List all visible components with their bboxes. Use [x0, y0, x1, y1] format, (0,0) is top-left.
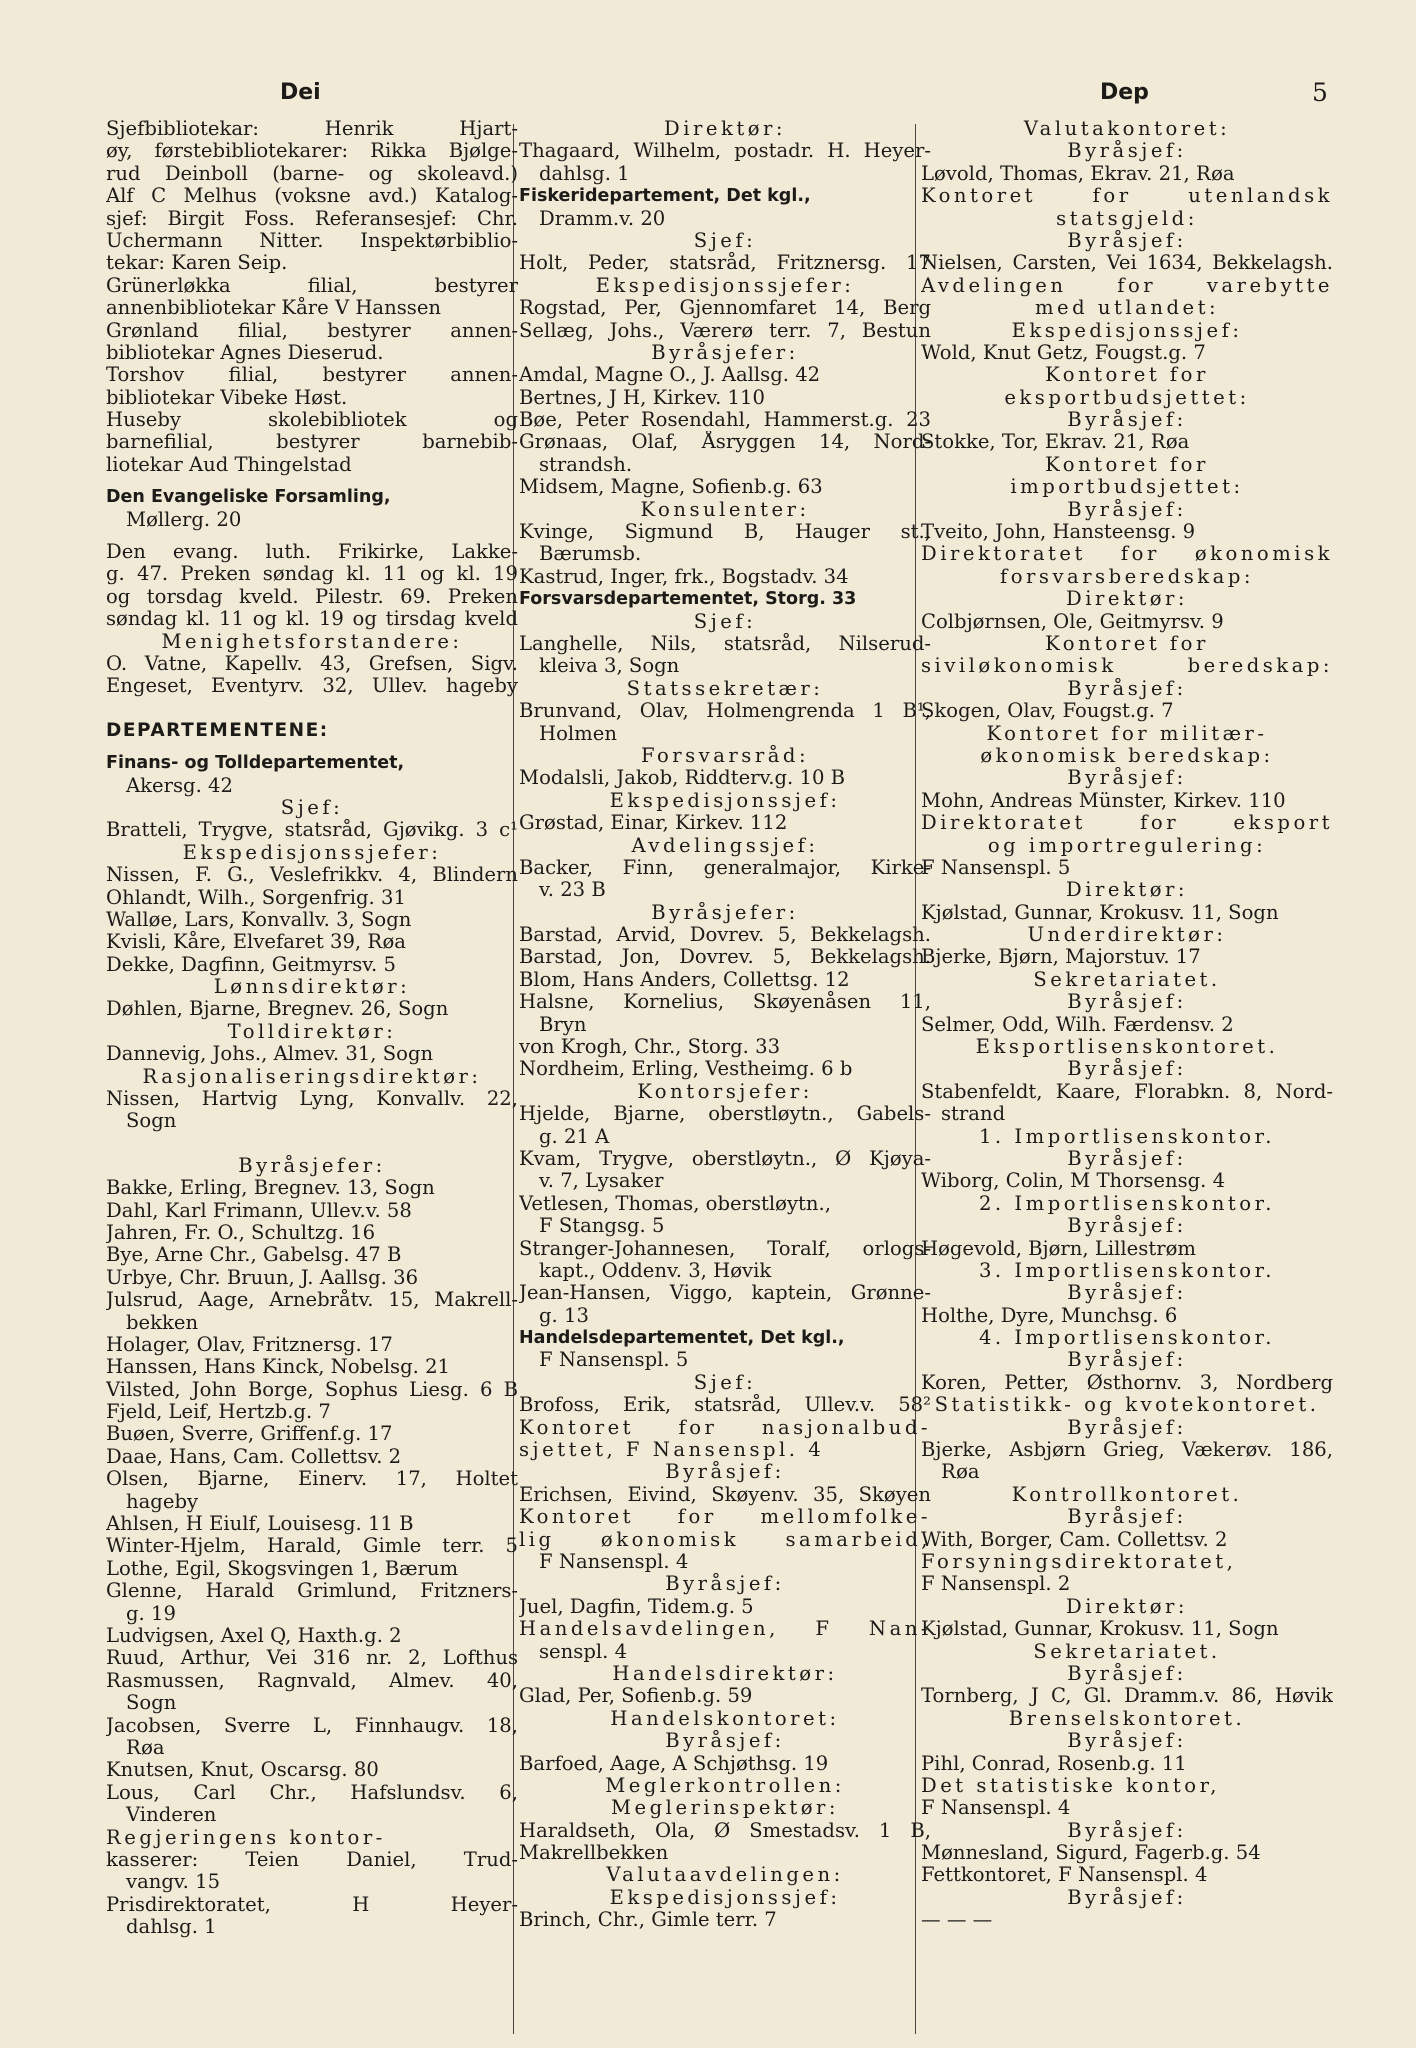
role-label: Ekspedisjonssjefer:	[182, 841, 442, 864]
directory-line: Amdal, Magne O., J. Aallsg. 42	[519, 364, 821, 387]
directory-line: Pihl, Conrad, Rosenb.g. 11	[921, 1752, 1187, 1775]
role-label: Kontoret for militær-	[986, 722, 1268, 745]
directory-line: Ahlsen, H Eiulf, Louisesg. 11 B	[106, 1513, 414, 1536]
role-label: Forsvarsråd:	[640, 744, 810, 767]
directory-line: strand	[941, 1103, 1006, 1126]
directory-line: Barstad, Jon, Dovrev. 5, Bekkelagsh.	[519, 946, 931, 969]
directory-line: Bakke, Erling, Bregnev. 13, Sogn	[106, 1177, 435, 1200]
directory-line: Stabenfeldt, Kaare, Florabkn. 8, Nord-	[921, 1080, 1333, 1103]
directory-line: Bratteli, Trygve, statsråd, Gjøvikg. 3 c¹	[106, 819, 518, 842]
directory-line: Blom, Hans Anders, Collettsg. 12	[519, 968, 850, 991]
directory-line: Mohn, Andreas Münster, Kirkev. 110	[921, 789, 1286, 812]
directory-line: Daae, Hans, Cam. Collettsv. 2	[106, 1445, 402, 1468]
directory-line: Grønland filial, bestyrer annen-	[106, 319, 518, 342]
directory-line: Haraldseth, Ola, Ø Smestadsv. 1 B,	[519, 1819, 931, 1842]
directory-line: Lous, Carl Chr., Hafslundsv. 6,	[106, 1781, 518, 1804]
directory-line: Kvam, Trygve, oberstløytn., Ø Kjøya-	[519, 1147, 931, 1170]
directory-line: g. 47. Preken søndag kl. 11 og kl. 19	[106, 563, 518, 586]
directory-line: bekken	[126, 1311, 199, 1334]
role-label: Byråsjef:	[1067, 1730, 1187, 1753]
directory-line: Skogen, Olav, Fougst.g. 7	[921, 700, 1174, 723]
directory-line: Vinderen	[126, 1804, 217, 1827]
directory-line: Bærumsb.	[539, 543, 642, 566]
directory-line: von Krogh, Chr., Storg. 33	[519, 1036, 781, 1059]
role-label: Direktør:	[1066, 588, 1188, 611]
role-label: Rasjonaliseringsdirektør:	[142, 1065, 482, 1088]
role-label: Kontoret for	[1045, 364, 1209, 387]
role-label: Byråsjefer:	[238, 1154, 386, 1177]
directory-line: Vetlesen, Thomas, oberstløytn.,	[519, 1192, 831, 1215]
role-label: Byråsjef:	[1067, 140, 1187, 163]
role-label: Kontorsjefer:	[637, 1080, 813, 1103]
directory-line: Winter-Hjelm, Harald, Gimle terr. 5	[106, 1535, 518, 1558]
directory-line: Kjølstad, Gunnar, Krokusv. 11, Sogn	[921, 901, 1279, 924]
role-label: Meglerinspektør:	[610, 1797, 840, 1820]
directory-line: Brunvand, Olav, Holmengrenda 1 B¹,	[519, 700, 931, 723]
directory-line: Glad, Per, Sofienb.g. 59	[519, 1685, 753, 1708]
directory-line: Stokke, Tor, Ekrav. 21, Røa	[921, 431, 1190, 454]
role-label: Handelsdirektør:	[612, 1662, 838, 1685]
directory-line: Nissen, Hartvig Lyng, Konvallv. 22,	[106, 1088, 518, 1111]
directory-line: bibliotekar Vibeke Høst.	[106, 386, 348, 409]
directory-line: Backer, Finn, generalmajor, Kirke-	[519, 856, 931, 879]
directory-line: Fjeld, Leif, Hertzb.g. 7	[106, 1401, 331, 1424]
role-label: Byråsjef:	[1067, 409, 1187, 432]
directory-line: Hjelde, Bjarne, oberstløytn., Gabels-	[519, 1103, 931, 1126]
role-label: Byråsjefer:	[651, 901, 799, 924]
entry-heading: Forsvarsdepartementet, Storg. 33	[519, 589, 857, 610]
directory-line: dahlsg. 1	[126, 1916, 217, 1939]
directory-line: Rasmussen, Ragnvald, Almev. 40,	[106, 1669, 518, 1692]
directory-line: Sjefbibliotekar: Henrik Hjart-	[106, 118, 518, 140]
directory-line: Julsrud, Aage, Arnebråtv. 15, Makrell-	[106, 1289, 518, 1312]
role-label: Sjef:	[693, 229, 757, 252]
role-label: 3. Importlisenskontor.	[978, 1259, 1276, 1282]
directory-line: søndag kl. 11 og kl. 19 og tirsdag kveld	[106, 608, 518, 631]
directory-line: Den evang. luth. Frikirke, Lakke-	[106, 541, 518, 564]
directory-line: Modalsli, Jakob, Riddterv.g. 10 B	[519, 767, 846, 790]
directory-line: Jean-Hansen, Viggo, kaptein, Grønne-	[519, 1282, 931, 1305]
directory-line: Kastrud, Inger, frk., Bogstadv. 34	[519, 565, 849, 588]
role-label: Byråsjef:	[1067, 1282, 1187, 1305]
role-label: Brenselskontoret.	[1008, 1707, 1246, 1730]
role-label: Sjef:	[693, 610, 757, 633]
role-label: Menighetsforstandere:	[161, 630, 463, 653]
directory-line: Ruud, Arthur, Vei 316 nr. 2, Lofthus	[106, 1647, 518, 1670]
role-label: Tolldirektør:	[227, 1020, 397, 1043]
directory-line: Stranger-Johannesen, Toralf, orlogs-	[519, 1237, 931, 1260]
directory-line: Colbjørnsen, Ole, Geitmyrsv. 9	[921, 610, 1224, 633]
directory-line: Lothe, Egil, Skogsvingen 1, Bærum	[106, 1557, 459, 1580]
directory-line: Wold, Knut Getz, Fougst.g. 7	[921, 341, 1206, 364]
role-label: forsvarsberedskap:	[999, 565, 1255, 588]
role-label: Byråsjef:	[1067, 1662, 1187, 1685]
directory-line: Erichsen, Eivind, Skøyenv. 35, Skøyen	[519, 1483, 931, 1506]
entry-heading: Handelsdepartementet, Det kgl.,	[519, 1328, 845, 1349]
directory-line: Sogn	[126, 1692, 177, 1715]
directory-line: g. 19	[126, 1602, 176, 1625]
directory-line: Røa	[126, 1736, 165, 1759]
directory-line: Dahl, Karl Frimann, Ullev.v. 58	[106, 1199, 412, 1222]
role-label: Direktør:	[664, 118, 786, 140]
directory-line: vangv. 15	[126, 1871, 221, 1894]
directory-line: Høgevold, Bjørn, Lillestrøm	[921, 1237, 1196, 1260]
directory-line: Urbye, Chr. Bruun, J. Aallsg. 36	[106, 1266, 419, 1289]
directory-line: F Nansenspl. 5	[921, 856, 1071, 879]
directory-line: Rogstad, Per, Gjennomfaret 14, Berg	[519, 297, 931, 320]
directory-line: Bjerke, Bjørn, Majorstuv. 17	[921, 946, 1201, 969]
role-label: Avdelingssjef:	[631, 834, 819, 857]
directory-line: Nielsen, Carsten, Vei 1634, Bekkelagsh.	[921, 252, 1333, 275]
role-label: Eksportlisenskontoret.	[975, 1036, 1279, 1059]
directory-line: Thagaard, Wilhelm, postadr. H. Heyer-	[519, 140, 931, 163]
directory-line: Bertnes, J H, Kirkev. 110	[519, 386, 765, 409]
spacer	[106, 742, 518, 752]
directory-line: Wiborg, Colin, M Thorsensg. 4	[921, 1170, 1226, 1193]
directory-line: Sellæg, Johs., Værerø terr. 7, Bestun	[519, 319, 931, 342]
directory-line: Langhelle, Nils, statsråd, Nilserud-	[519, 632, 931, 655]
role-label: Statssekretær:	[626, 677, 824, 700]
directory-line: Halsne, Kornelius, Skøyenåsen 11,	[519, 991, 931, 1014]
role-label: Byråsjef:	[1067, 1349, 1187, 1372]
directory-line: Dannevig, Johs., Almev. 31, Sogn	[106, 1043, 434, 1066]
directory-line: Nordheim, Erling, Vestheimg. 6 b	[519, 1058, 853, 1081]
role-label: Meglerkontrollen:	[605, 1774, 845, 1797]
directory-line: Selmer, Odd, Wilh. Færdensv. 2	[921, 1013, 1234, 1036]
directory-line: Løvold, Thomas, Ekrav. 21, Røa	[921, 162, 1235, 185]
role-label: Kontrollkontoret.	[1011, 1483, 1243, 1506]
role-label: Byråsjef:	[1067, 991, 1187, 1014]
column-right	[921, 118, 1333, 1932]
directory-line: Huseby skolebibliotek og	[106, 409, 518, 432]
role-label: Sjef:	[280, 796, 344, 819]
directory-line: g. 13	[539, 1304, 589, 1327]
directory-line: Grünerløkka filial, bestyrer	[106, 274, 518, 297]
directory-line: kasserer: Teien Daniel, Trud-	[106, 1848, 518, 1871]
role-label: Byråsjef:	[1067, 1506, 1187, 1529]
role-label: Sekretariatet.	[1033, 1640, 1221, 1663]
role-label: Valutakontoret:	[1023, 118, 1231, 140]
role-label: 1. Importlisenskontor.	[978, 1125, 1276, 1148]
directory-line: Møllerg. 20	[126, 508, 242, 531]
role-label: Byråsjef:	[665, 1461, 785, 1484]
directory-line: Vilsted, John Borge, Sophus Liesg. 6 B	[106, 1378, 518, 1401]
role-label: Byråsjef:	[1067, 1058, 1187, 1081]
directory-line: Akersg. 42	[126, 774, 233, 797]
role-label: 2. Importlisenskontor.	[978, 1192, 1276, 1215]
role-label: 4. Importlisenskontor.	[978, 1327, 1276, 1350]
role-label: Regjeringens kontor-	[106, 1826, 386, 1849]
directory-line: barnefilial, bestyrer barnebib-	[106, 431, 518, 454]
role-label: Byråsjef:	[1067, 1215, 1187, 1238]
directory-line: Koren, Petter, Østhornv. 3, Nordberg	[921, 1371, 1333, 1394]
page-number: 5	[1312, 78, 1328, 107]
role-label: Byråsjef:	[1067, 498, 1187, 521]
role-label: og importregulering:	[987, 834, 1267, 857]
role-label: Byråsjef:	[1067, 1147, 1187, 1170]
directory-line: Jacobsen, Sverre L, Finnhaugv. 18,	[106, 1714, 518, 1737]
directory-line: Prisdirektoratet, H Heyer-	[106, 1893, 518, 1916]
role-label: Underdirektør:	[1027, 924, 1227, 947]
directory-line: Holmen	[539, 722, 617, 745]
role-label: Byråsjef:	[1067, 677, 1187, 700]
directory-line: dahlsg. 1	[539, 162, 630, 185]
role-label: Byråsjefer:	[651, 341, 799, 364]
entry-heading: Finans- og Tolldepartementet,	[106, 753, 405, 774]
directory-line: Uchermann Nitter. Inspektørbiblio-	[106, 229, 518, 252]
directory-line: Makrellbekken	[519, 1842, 669, 1865]
directory-line: Brofoss, Erik, statsråd, Ullev.v. 58²	[519, 1394, 931, 1417]
directory-line: hageby	[126, 1490, 199, 1513]
role-label: med utlandet:	[1034, 297, 1220, 320]
entry-heading: Fiskeridepartement, Det kgl.,	[519, 186, 811, 207]
directory-line: Holager, Olav, Fritznersg. 17	[106, 1333, 393, 1356]
role-label: Byråsjef:	[1067, 767, 1187, 790]
directory-line: Juel, Dagfin, Tidem.g. 5	[519, 1595, 754, 1618]
directory-line: v. 7, Lysaker	[539, 1170, 664, 1193]
spacer	[106, 1133, 518, 1155]
page-header	[0, 80, 1416, 112]
directory-line: rud Deinboll (barne- og skoleavd.)	[106, 162, 518, 185]
directory-line: F Nansenspl. 4	[921, 1797, 1071, 1820]
directory-line: kleiva 3, Sogn	[539, 655, 680, 678]
role-label: Valutaavdelingen:	[606, 1864, 844, 1887]
directory-line: Røa	[941, 1461, 980, 1484]
role-label: statsgjeld:	[1056, 207, 1198, 230]
entry-heading: DEPARTEMENTENE:	[106, 719, 329, 741]
entry-heading: Den Evangeliske Forsamling,	[106, 487, 391, 508]
role-label: Byråsjef:	[1067, 229, 1187, 252]
role-label: Sjef:	[693, 1371, 757, 1394]
directory-line: tekar: Karen Seip.	[106, 252, 288, 275]
directory-line: øy, førstebibliotekarer: Rikka Bjølge-	[106, 140, 518, 163]
role-label: Byråsjef:	[1067, 1416, 1187, 1439]
directory-line: F Nansenspl. 5	[539, 1349, 689, 1372]
role-label: Byråsjef:	[665, 1573, 785, 1596]
directory-line: kapt., Oddenv. 3, Høvik	[539, 1259, 772, 1282]
directory-line: og torsdag kveld. Pilestr. 69. Preken	[106, 585, 518, 608]
spacer	[106, 531, 518, 541]
role-label: økonomisk beredskap:	[980, 744, 1274, 767]
role-label: sjettet, F Nansenspl. 4	[519, 1439, 825, 1462]
directory-line: Engeset, Eventyrv. 32, Ullev. hageby	[106, 675, 518, 698]
directory-line: liotekar Aud Thingelstad	[106, 453, 352, 476]
role-label: Ekspedisjonssjef:	[609, 789, 841, 812]
directory-line: Torshov filial, bestyrer annen-	[106, 364, 518, 387]
directory-line: annenbibliotekar Kåre V Hanssen	[106, 297, 442, 320]
role-label: Sekretariatet.	[1033, 968, 1221, 991]
role-label: Handelsavdelingen, F Nan-	[519, 1618, 931, 1641]
role-label: Ekspedisjonssjefer:	[595, 274, 855, 297]
directory-line: Ohlandt, Wilh., Sorgenfrig. 31	[106, 886, 406, 909]
directory-line: Bye, Arne Chr., Gabelsg. 47 B	[106, 1244, 402, 1267]
directory-line: Midsem, Magne, Sofienb.g. 63	[519, 476, 823, 499]
role-label: Statistikk- og kvotekontoret.	[934, 1394, 1320, 1417]
directory-line: Dramm.v. 20	[539, 207, 666, 230]
header-right-guideword: Dep	[1100, 80, 1149, 105]
directory-line: Hanssen, Hans Kinck, Nobelsg. 21	[106, 1356, 451, 1379]
directory-line: Kjølstad, Gunnar, Krokusv. 11, Sogn	[921, 1618, 1279, 1641]
directory-line: Knutsen, Knut, Oscarsg. 80	[106, 1759, 379, 1782]
role-label: Kontoret for mellomfolke-	[519, 1506, 931, 1529]
role-label: siviløkonomisk beredskap:	[921, 655, 1333, 678]
role-label: importbudsjettet:	[1010, 476, 1244, 499]
directory-line: O. Vatne, Kapellv. 43, Grefsen, Sigv.	[106, 652, 518, 675]
directory-line: Tornberg, J C, Gl. Dramm.v. 86, Høvik	[921, 1685, 1333, 1708]
directory-line: Ludvigsen, Axel Q, Haxth.g. 2	[106, 1625, 402, 1647]
directory-line: Holt, Peder, statsråd, Fritznersg. 17	[519, 252, 931, 275]
role-label: Ekspedisjonssjef:	[609, 1886, 841, 1909]
directory-line: Kvisli, Kåre, Elvefaret 39, Røa	[106, 931, 406, 954]
directory-line: Brinch, Chr., Gimle terr. 7	[519, 1909, 777, 1932]
role-label: Forsyningsdirektoratet,	[921, 1551, 1237, 1573]
directory-line: Nissen, F. G., Veslefrikkv. 4, Blindern	[106, 864, 518, 887]
role-label: Lønnsdirektør:	[213, 976, 411, 999]
role-label: Byråsjef:	[665, 1730, 785, 1753]
header-left-guideword: Dei	[280, 80, 321, 105]
directory-line: With, Borger, Cam. Collettsv. 2	[921, 1528, 1228, 1551]
directory-line: Glenne, Harald Grimlund, Fritzners-	[106, 1580, 518, 1603]
directory-line: F Stangsg. 5	[539, 1215, 665, 1238]
directory-line: — — —	[921, 1909, 993, 1932]
role-label: Kontoret for	[1045, 453, 1209, 476]
directory-line: Bøe, Peter Rosendahl, Hammerst.g. 23	[519, 409, 931, 432]
directory-line: Mønnesland, Sigurd, Fagerb.g. 54	[921, 1842, 1261, 1865]
role-label: Det statistiske kontor,	[921, 1774, 1221, 1797]
role-label: Kontoret for	[1045, 632, 1209, 655]
directory-line: Døhlen, Bjarne, Bregnev. 26, Sogn	[106, 998, 449, 1021]
directory-line: Buøen, Sverre, Griffenf.g. 17	[106, 1423, 393, 1446]
directory-line: F Nansenspl. 2	[921, 1573, 1071, 1596]
directory-line: Tveito, John, Hansteensg. 9	[921, 521, 1196, 544]
directory-line: Bjerke, Asbjørn Grieg, Vækerøv. 186,	[921, 1439, 1333, 1462]
role-label: eksportbudsjettet:	[1004, 386, 1250, 409]
directory-line: Walløe, Lars, Konvallv. 3, Sogn	[106, 908, 412, 931]
column-middle	[519, 118, 931, 1932]
role-label: Kontoret for nasjonalbud-	[519, 1416, 931, 1439]
directory-line: Olsen, Bjarne, Einerv. 17, Holtet	[106, 1468, 518, 1491]
role-label: Ekspedisjonssjef:	[1011, 319, 1243, 342]
role-label: Avdelingen for varebytte	[921, 274, 1333, 297]
directory-line: sjef: Birgit Foss. Referansesjef: Chr.	[106, 207, 518, 230]
directory-line: Dekke, Dagfinn, Geitmyrsv. 5	[106, 953, 396, 976]
role-label: Direktoratet for eksport	[921, 812, 1333, 835]
directory-line: bibliotekar Agnes Dieserud.	[106, 341, 384, 364]
role-label: Kontoret for utenlandsk	[921, 185, 1333, 208]
directory-line: Jahren, Fr. O., Schultzg. 16	[106, 1221, 376, 1244]
directory-line: v. 23 B	[539, 879, 606, 902]
directory-line: Sogn	[126, 1110, 177, 1133]
role-label: Direktoratet for økonomisk	[921, 543, 1333, 566]
spacer	[106, 476, 518, 486]
directory-line: F Nansenspl. 4	[539, 1551, 689, 1573]
directory-line: Kvinge, Sigmund B, Hauger st.,	[519, 521, 931, 544]
column-left	[106, 118, 518, 1938]
directory-line: Bryn	[539, 1013, 587, 1036]
directory-line: g. 21 A	[539, 1125, 610, 1148]
spacer	[106, 698, 518, 720]
directory-line: Alf C Melhus (voksne avd.) Katalog-	[106, 185, 518, 208]
directory-line: Barstad, Arvid, Dovrev. 5, Bekkelagsh.	[519, 924, 931, 947]
directory-line: strandsh.	[539, 453, 633, 476]
role-label: lig økonomisk samarbeid,	[519, 1528, 931, 1551]
directory-line: Fettkontoret, F Nansenspl. 4	[921, 1864, 1208, 1887]
role-label: Konsulenter:	[640, 498, 810, 521]
directory-line: Grønaas, Olaf, Åsryggen 14, Nord-	[519, 431, 931, 454]
role-label: Direktør:	[1066, 879, 1188, 902]
directory-line: senspl. 4	[539, 1640, 628, 1663]
role-label: Byråsjef:	[1067, 1886, 1187, 1909]
role-label: Handelskontoret:	[610, 1707, 840, 1730]
role-label: Byråsjef:	[1067, 1819, 1187, 1842]
role-label: Direktør:	[1066, 1595, 1188, 1618]
directory-line: Grøstad, Einar, Kirkev. 112	[519, 812, 788, 835]
directory-line: Barfoed, Aage, A Schjøthsg. 19	[519, 1752, 829, 1775]
directory-line: Holthe, Dyre, Munchsg. 6	[921, 1304, 1178, 1327]
